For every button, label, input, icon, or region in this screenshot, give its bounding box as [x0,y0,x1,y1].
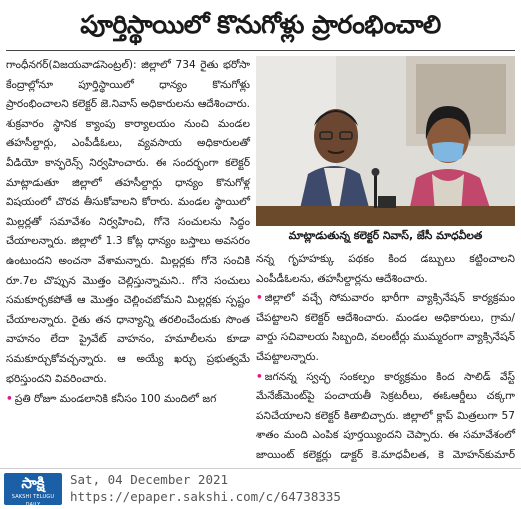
article-right-column [256,250,515,466]
footer [0,468,521,509]
publication-date: Sat, 04 December 2021 [70,472,229,487]
article-left-column [6,56,250,466]
article-photo [256,56,515,226]
article-paragraph: • జగనన్న స్వచ్ఛ సంకల్పం కార్యక్రమం కింద సాలిడ్ వేస్ట్ మేనేజ్‌మెంట్‌పై పంచాయతీ సెక్రటరీలు, ఈఓఆర్డీలు చక్కగా పనిచేయాలని కలెక్టర్ కితాబిచ్చారు. జిల్లాలో క్లాప్ మిత్రలుగా 57 శాతం మంది ఎంపిక పూర్తయ్యిందని చెప్పారు. ఈ సమావేశంలో జాయింట్ కలెక్టర్లు డాక్టర్ కె.మాధవీలత, కె మోహన్‌కుమార్ [256,370,515,461]
epaper-link[interactable]: https://epaper.sakshi.com/c/64738335 [70,489,341,504]
headline: పూర్తిస్థాయిలో కొనుగోళ్లు ప్రారంభించాలి [80,10,441,39]
photo-caption: మాట్లాడుతున్న కలెక్టర్ నివాస్, జేసీ మాధవీలత [288,229,483,242]
article-paragraph: గాంధీనగర్(విజయవాడసెంట్రల్): జిల్లాలో 734 రైతు భరోసా కేంద్రాల్లోనూ పూర్తిస్థాయిలో ధాన్యం కొనుగోళ్లు ప్రారంభించాలని కలెక్టర్ జె.నివాస్ అధికారులను ఆదేశించారు. శుక్రవారం స్థానిక క్యాంపు కార్యాలయం నుంచి మండల తహసీల్దార్లు, ఎంపీడీఓలు, వ్యవసాయ అధికారులతో వీడియో కాన్ఫరెన్స్ నిర్వహించారు. ఈ సందర్భంగా కలెక్టర్ మాట్లాడుతూ జిల్లాలో తహసీల్దార్లు ధాన్యం కొనుగోళ్ల విషయంలో చొరవ తీసుకోవాలని కోరారు. మండల స్థాయిలో మిల్లర్లతో సమావేశం నిర్వహించి, గోనె సంచులను సిద్ధం చేయాలన్నారు. జిల్లాలో 1.3 కోట్ల ధాన్యం బస్తాలు అవసరం ఉంటుందని అంచనా వేశామన్నారు. మిల్లర్లకు గోనె సంచికి రూ.7ల చొప్పున మొత్తం చెల్లిస్తున్నామని.. గోనె సంచులు సమకూర్చకపోతే ఆ మొత్తం చెల్లించబోమని మిల్లర్లకు స్పష్టం చేయాలన్నారు. రైతు తన ధాన్యాన్ని తరలించేందుకు సొంత వాహనం లేదా ప్రైవేట్ వాహనం, హమాలీలను కూడా సమకూర్చుకోవచ్చన్నారు. ఆ అయ్యే ఖర్చు ప్రభుత్వమే భరిస్తుందని వివరించారు. [6,59,250,385]
collector-photo-icon [256,56,515,226]
bullet-icon: • [6,393,13,406]
article-paragraph: • జిల్లాలో వచ్చే సోమవారం భారీగా వ్యాక్సినేషన్ కార్యక్రమం చేపట్టాలని కలెక్టర్ ఆదేశించారు. మండల అధికారులు, గ్రామ/వార్డు సచివాలయ సిబ్బంది, వలంటీర్లు ముమ్మరంగా వ్యాక్సినేషన్ చేపట్టాలన్నారు. [256,292,515,363]
bullet-icon: • [256,292,263,305]
sakshi-logo-icon: సాక్షి SAKSHI TELUGU DAILY [4,473,62,505]
bullet-icon: • [256,370,263,383]
article-paragraph: నన్న గృహహక్కు పథకం కింద డబ్బులు కట్టించాలని ఎంపీడీఓలను, తహసీల్దార్లను ఆదేశించారు. [256,253,515,285]
article-paragraph: • ప్రతి రోజూ మండలానికి కనీసం 100 మందిలో జగ [6,393,217,406]
headline-rule [6,50,515,51]
